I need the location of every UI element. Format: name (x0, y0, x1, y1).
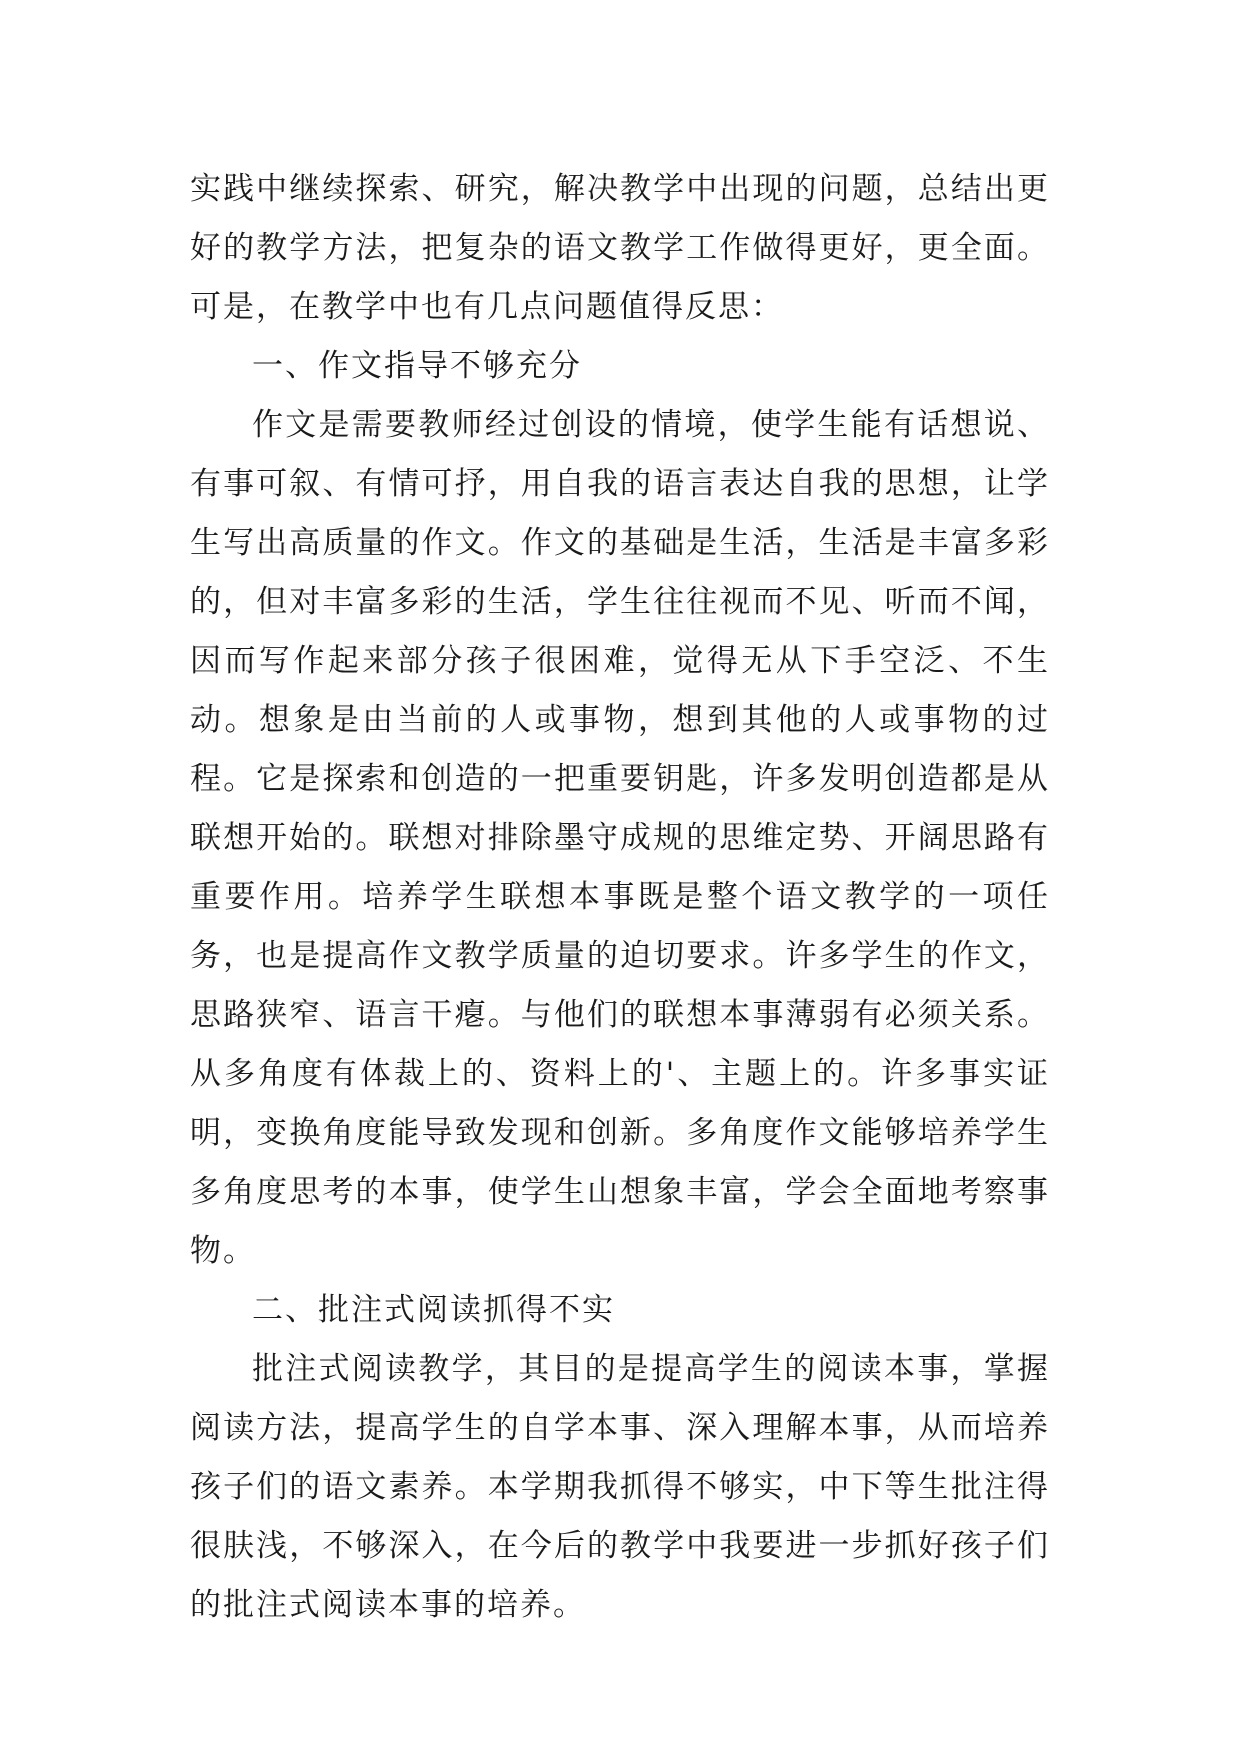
section-heading-composition: 一、作文指导不够充分 (252, 348, 582, 384)
paragraph-reading: 批注式阅读教学，其目的是提高学生的阅读本事，掌握阅读方法，提高学生的自学本事、深入理解本事，从而培养孩子们的语文素养。本学期我抓得不够实，中下等生批注得很肤浅，不够深入，在今后的教学中我要进一步抓好孩子们的批注式阅读本事的培养。 (190, 1351, 1050, 1623)
section-heading-reading: 二、批注式阅读抓得不实 (252, 1292, 615, 1328)
paragraph-intro: 实践中继续探索、研究，解决教学中出现的问题，总结出更好的教学方法，把复杂的语文教学工作做得更好，更全面。可是，在教学中也有几点问题值得反思： (190, 171, 1050, 325)
document-body (190, 160, 1050, 1635)
paragraph-composition: 作文是需要教师经过创设的情境，使学生能有话想说、有事可叙、有情可抒，用自我的语言表达自我的思想，让学生写出高质量的作文。作文的基础是生活，生活是丰富多彩的，但对丰富多彩的生活，学生往往视而不见、听而不闻，因而写作起来部分孩子很困难，觉得无从下手空泛、不生动。想象是由当前的人或事物，想到其他的人或事物的过程。它是探索和创造的一把重要钥匙，许多发明创造都是从联想开始的。联想对排除墨守成规的思维定势、开阔思路有重要作用。培养学生联想本事既是整个语文教学的一项任务，也是提高作文教学质量的迫切要求。许多学生的作文，思路狭窄、语言干瘪。与他们的联想本事薄弱有必须关系。从多角度有体裁上的、资料上的'、主题上的。许多事实证明，变换角度能导致发现和创新。多角度作文能够培养学生多角度思考的本事，使学生山想象丰富，学会全面地考察事物。 (190, 407, 1050, 1269)
